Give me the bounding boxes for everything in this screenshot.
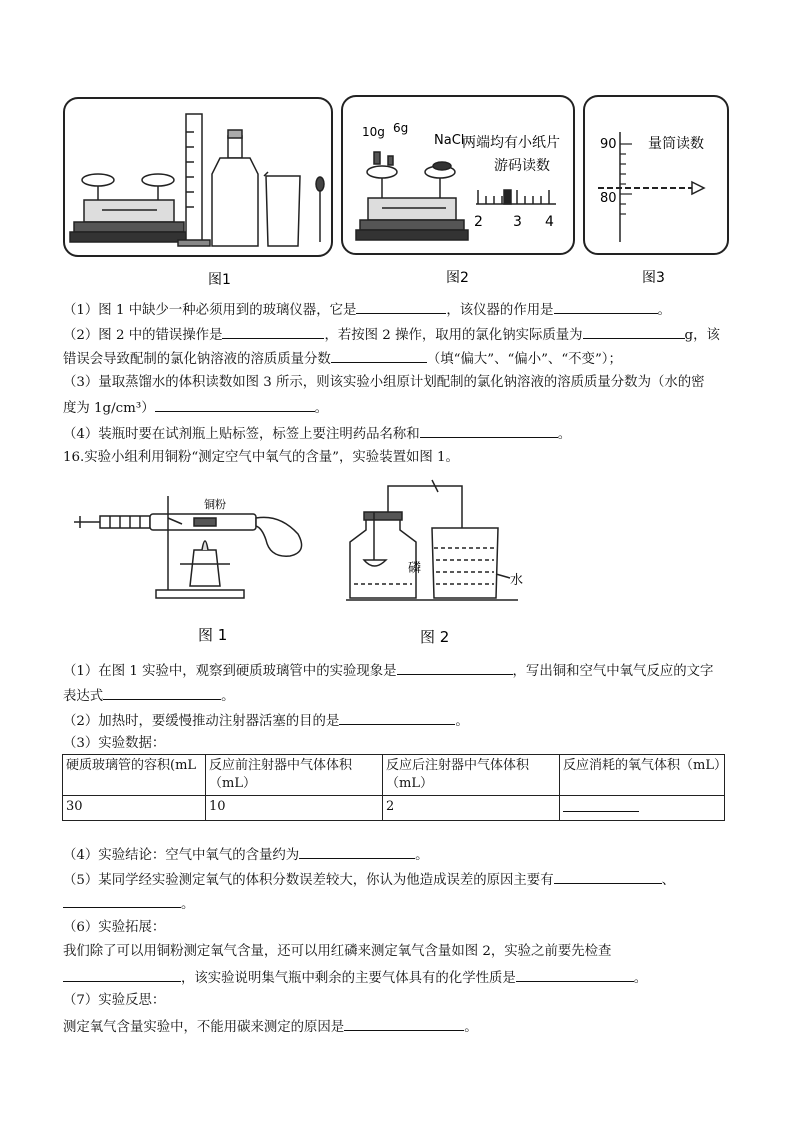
mark-80-label: 80 [600,191,617,206]
table-header-cell: 反应消耗的氧气体积（mL） [560,755,725,796]
beaker-icon [264,172,300,246]
figure-2-panel [342,96,574,254]
mark-90-label: 90 [600,137,617,152]
q15-line-1: （1）图 1 中缺少一种必须用到的玻璃仪器，它是 ，该仪器的作用是 。 [63,300,671,320]
table-cell: 2 [383,796,560,821]
q16-4-line: （4）实验结论：空气中氧气的含量约为 。 [63,845,429,865]
q16-1-line-1: （1）在图 1 实验中，观察到硬质玻璃管中的实验现象是 ，写出铜和空气中氧气反应的文字 [63,661,713,681]
copper-label: 铜粉 [204,498,226,511]
q16-2-line: （2）加热时，要缓慢推动注射器活塞的目的是 。 [63,711,469,731]
q15-line-3: 错误会导致配制的氯化钠溶液的溶质质量分数 （填“偏大”、“偏小”、“不变”）； [63,349,622,369]
fig3-caption: 图3 [642,270,665,286]
answer-blank[interactable] [63,968,181,982]
answer-blank[interactable] [63,894,181,908]
answer-blank[interactable] [554,300,658,314]
q16-figures [70,474,550,654]
answer-blank[interactable] [583,325,685,339]
tick-2-label: 2 [474,214,483,230]
answer-blank[interactable] [339,711,455,725]
table-header-cell: 硬质玻璃管的容积(mL [63,755,206,796]
answer-blank[interactable] [356,300,446,314]
note-paper-label: 两端均有小纸片 [462,135,560,151]
q16-6-line-1: 我们除了可以用铜粉测定氧气含量，还可以用红磷来测定氧气含量如图 2，实验之前要先检查 [63,944,612,959]
top-figures [62,92,730,290]
table-header-cell: 反应前注射器中气体体积（mL） [206,755,383,796]
weight-10g-label: 10g [362,125,385,139]
q16-6-line-2: ，该实验说明集气瓶中剩余的主要气体具有的化学性质是 。 [63,968,647,988]
tick-3-label: 3 [513,214,522,230]
fig2-caption: 图2 [446,270,469,286]
answer-blank[interactable] [222,325,324,339]
answer-blank[interactable] [397,661,513,675]
q16-title: 16.实验小组利用铜粉“测定空气中氧气的含量”，实验装置如图 1。 [63,450,459,465]
phosphorus-apparatus [346,480,518,600]
data-table [62,754,725,821]
answer-blank[interactable] [299,845,415,859]
q16-fig2-caption: 图 2 [420,628,450,646]
answer-blank[interactable] [554,870,662,884]
table-header-cell: 反应后注射器中气体体积（mL） [383,755,560,796]
tick-4-label: 4 [545,214,554,230]
q15-1-text: （1）图 1 中缺少一种必须用到的玻璃仪器，它是 [63,303,357,318]
answer-blank[interactable] [331,349,427,363]
answer-blank[interactable] [563,798,639,812]
q16-6-heading: （6）实验拓展： [63,920,166,935]
table-cell: 10 [206,796,383,821]
table-cell [560,796,725,821]
cylinder-reading-title: 量筒读数 [648,136,704,152]
weight-6g-label: 6g [393,121,409,135]
q16-7-line-1: 测定氧气含量实验中，不能用碳来测定的原因是 。 [63,1017,478,1037]
answer-blank[interactable] [420,424,558,438]
q16-5-line-2: 。 [63,894,194,914]
q15-line-5: 度为 1g/cm³） 。 [63,398,328,418]
table-cell: 30 [63,796,206,821]
q15-line-2: （2）图 2 中的错误操作是 ，若按图 2 操作，取用的氯化钠实际质量为 g，该 [63,325,720,345]
q16-3-line: （3）实验数据： [63,736,166,751]
answer-blank[interactable] [516,968,634,982]
answer-blank[interactable] [344,1017,464,1031]
copper-apparatus [74,496,302,598]
answer-blank[interactable] [103,686,221,700]
fig1-caption: 图1 [208,272,231,288]
q15-line-4: （3）量取蒸馏水的体积读数如图 3 所示，则该实验小组原计划配制的氯化钠溶液的溶质质量分数为（水的密 [63,375,705,390]
figure-1-panel [64,98,332,256]
answer-blank[interactable] [155,398,315,412]
q16-fig1-caption: 图 1 [198,626,228,644]
table-header-row [63,755,725,796]
q15-line-6: （4）装瓶时要在试剂瓶上贴标签，标签上要注明药品名称和 。 [63,424,571,444]
q16-7-heading: （7）实验反思： [63,993,166,1008]
figure-3-panel [584,96,728,254]
nacl-label: NaCl [434,133,465,148]
phosphorus-label: 磷 [408,561,422,576]
table-row [63,796,725,821]
water-label: 水 [510,573,524,588]
q16-1-line-2: 表达式 。 [63,686,235,706]
note-rider-label: 游码读数 [494,158,550,174]
q16-5-line-1: （5）某同学经实验测定氧气的体积分数误差较大，你认为他造成误差的原因主要有 、 [63,870,675,890]
